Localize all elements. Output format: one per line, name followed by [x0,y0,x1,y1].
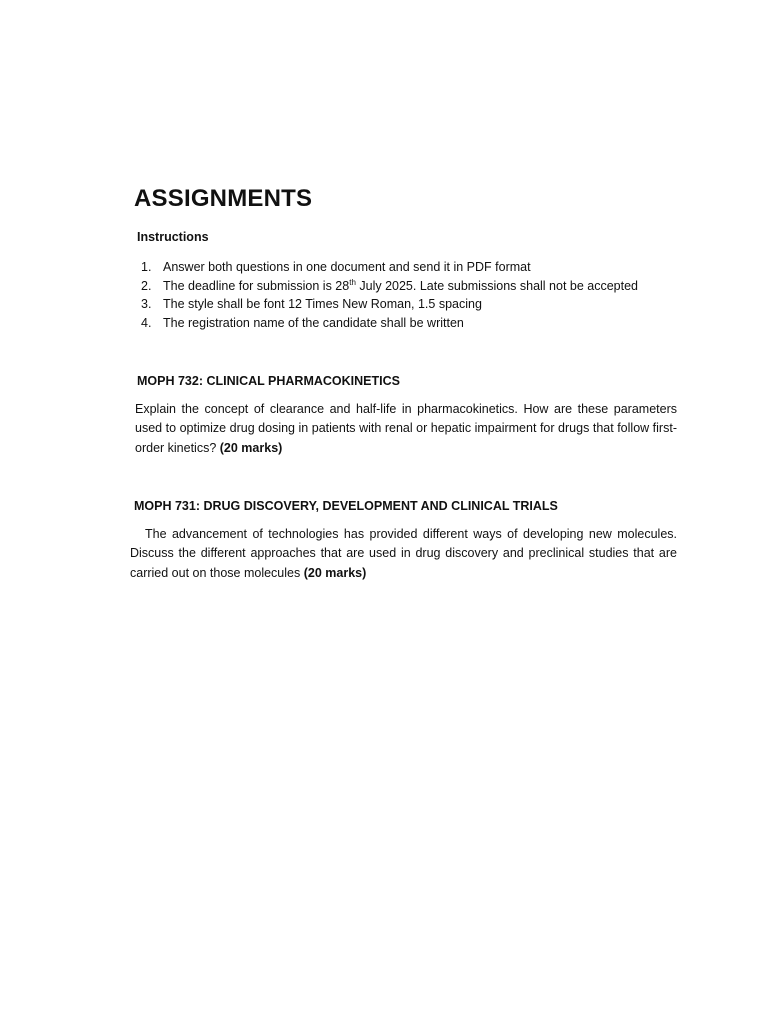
question-text: Explain the concept of clearance and half-life in pharmacokinetics. How are these parameters used to optimize drug dosing in patients with renal or hepatic impairment for drugs that follow first-order kinetics? [135,402,677,455]
question-text: The advancement of technologies has provided different ways of developing new molecules. Discuss the different approaches that are used in drug discovery and preclinical studies that are carried out on those molecules [130,527,677,580]
instruction-number: 1. [141,260,152,274]
instruction-text: The registration name of the candidate shall be written [163,315,464,330]
instruction-text: The deadline for submission is 28 [163,278,350,293]
question-moph-731 [130,525,677,583]
question-moph-732 [135,400,677,458]
instruction-item [134,314,694,333]
instructions-heading: Instructions [137,230,209,244]
instruction-item [134,258,694,277]
instruction-number: 4. [141,315,152,330]
marks-label: (20 marks) [303,565,367,580]
course-heading-moph-732: MOPH 732: CLINICAL PHARMACOKINETICS [137,374,400,388]
instruction-number: 3. [141,297,152,312]
course-heading-moph-731: MOPH 731: DRUG DISCOVERY, DEVELOPMENT AND CLINICAL TRIALS [134,499,558,513]
instruction-item [134,295,694,314]
instruction-item [134,277,694,296]
instructions-list [134,258,694,332]
marks-label: (20 marks) [219,440,283,455]
instruction-text: Answer both questions in one document and send it in PDF format [163,260,531,274]
instruction-text: The style shall be font 12 Times New Roman, 1.5 spacing [163,297,482,312]
ordinal-superscript: th [349,277,356,287]
document-title: ASSIGNMENTS [134,185,313,212]
instruction-text-continued: July 2025. Late submissions shall not be accepted [355,278,639,293]
instruction-number: 2. [141,278,152,293]
